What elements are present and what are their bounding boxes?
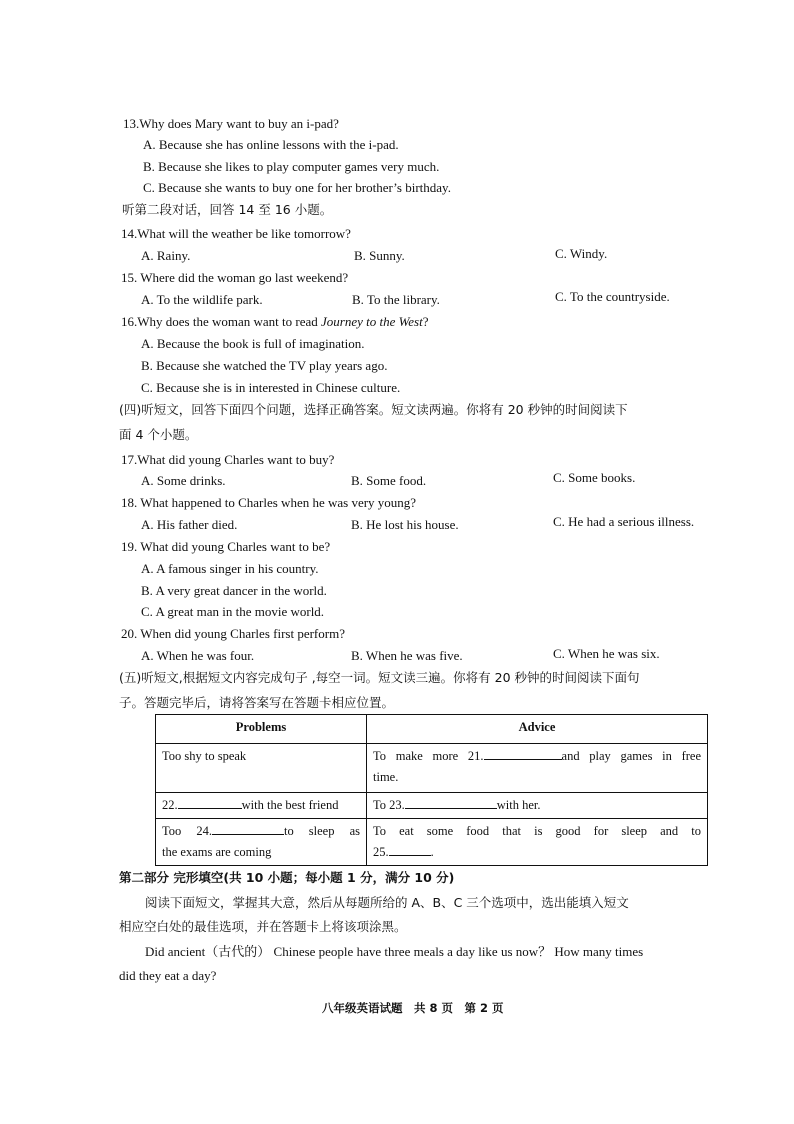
page-footer: 八年级英语试题 共 8 页 第 2 页 — [322, 1001, 504, 1015]
problem-cell-3: Too 24. to sleep as the exams are coming — [156, 819, 367, 866]
q20-option-a: A. When he was four. — [141, 648, 255, 663]
q17-stem: 17.What did young Charles want to buy? — [121, 452, 335, 467]
advice-cell-1: To make more 21. and play games in free time. — [367, 744, 708, 793]
book-title: Journey to the West — [321, 314, 423, 329]
section4-instruction-line1: (四)听短文，回答下面四个问题，选择正确答案。短文读两遍。你将有 20 秒钟的时间阅读下 — [119, 402, 628, 417]
answer-blank-21[interactable] — [484, 747, 562, 760]
q13-stem: 13.Why does Mary want to buy an i-pad? — [123, 116, 339, 131]
problem-cell-1: Too shy to speak — [156, 744, 367, 793]
q15-stem: 15. Where did the woman go last weekend? — [121, 270, 349, 285]
q17-option-a: A. Some drinks. — [141, 473, 226, 488]
q13-option-a: A. Because she has online lessons with the i-pad. — [143, 137, 399, 152]
part2-instruction-line2: 相应空白处的最佳选项，并在答题卡上将该项涂黑。 — [119, 919, 407, 934]
header-advice: Advice — [367, 715, 708, 744]
q14-option-b: B. Sunny. — [354, 248, 405, 263]
q18-stem: 18. What happened to Charles when he was very young? — [121, 495, 417, 510]
q13-option-b: B. Because she likes to play computer games very much. — [143, 159, 440, 174]
q15-option-c: C. To the countryside. — [555, 289, 670, 304]
problems-advice-table — [155, 714, 708, 866]
q17-option-c: C. Some books. — [553, 470, 636, 485]
table-row — [156, 744, 708, 793]
q20-option-c: C. When he was six. — [553, 646, 660, 661]
answer-blank-23[interactable] — [405, 796, 497, 809]
problem-cell-2: 22. with the best friend — [156, 793, 367, 819]
answer-blank-22[interactable] — [178, 796, 242, 809]
q20-stem: 20. When did young Charles first perform? — [121, 626, 345, 641]
section4-instruction-line2: 面 4 个小题。 — [119, 427, 198, 442]
section5-instruction-line2: 子。答题完毕后，请将答案写在答题卡相应位置。 — [119, 695, 395, 710]
passage-line1: Did ancient（古代的） Chinese people have three meals a day like us now？ How many times — [145, 944, 644, 959]
q18-option-b: B. He lost his house. — [351, 517, 459, 532]
part2-instruction-line1: 阅读下面短文，掌握其大意，然后从每题所给的 A、B、C 三个选项中，选出能填入短文 — [145, 895, 629, 910]
q16-option-c: C. Because she is in interested in Chinese culture. — [141, 380, 401, 395]
q17-option-b: B. Some food. — [351, 473, 427, 488]
q18-option-c: C. He had a serious illness. — [553, 514, 695, 529]
q18-option-a: A. His father died. — [141, 517, 238, 532]
q16-option-b: B. Because she watched the TV play years ago. — [141, 358, 388, 373]
q16-option-a: A. Because the book is full of imagination. — [141, 336, 365, 351]
section5-instruction-line1: (五)听短文,根据短文内容完成句子 ,每空一词。短文读三遍。你将有 20 秒钟的时间阅读下面句 — [119, 670, 640, 685]
table-header-row — [156, 715, 708, 744]
q19-option-c: C. A great man in the movie world. — [141, 604, 325, 619]
advice-cell-3: To eat some food that is good for sleep and to 25. . — [367, 819, 708, 866]
q14-option-a: A. Rainy. — [141, 248, 191, 263]
answer-blank-25[interactable] — [389, 843, 431, 856]
table-row — [156, 793, 708, 819]
dialog2-instruction: 听第二段对话，回答 14 至 16 小题。 — [122, 202, 333, 217]
q14-stem: 14.What will the weather be like tomorrow? — [121, 226, 351, 241]
q15-option-a: A. To the wildlife park. — [141, 292, 263, 307]
q13-option-c: C. Because she wants to buy one for her brother’s birthday. — [143, 180, 451, 195]
q16-stem: 16.Why does the woman want to read Journey to the West? — [121, 314, 429, 329]
q20-option-b: B. When he was five. — [351, 648, 463, 663]
q19-option-a: A. A famous singer in his country. — [141, 561, 319, 576]
passage-line2: did they eat a day? — [119, 968, 217, 983]
advice-cell-2: To 23. with her. — [367, 793, 708, 819]
q14-option-c: C. Windy. — [555, 246, 608, 261]
table-row — [156, 819, 708, 866]
q15-option-b: B. To the library. — [352, 292, 440, 307]
part2-heading: 第二部分 完形填空(共 10 小题；每小题 1 分，满分 10 分) — [119, 870, 455, 885]
q19-option-b: B. A very great dancer in the world. — [141, 583, 327, 598]
answer-blank-24[interactable] — [212, 822, 284, 835]
header-problems: Problems — [156, 715, 367, 744]
q19-stem: 19. What did young Charles want to be? — [121, 539, 331, 554]
